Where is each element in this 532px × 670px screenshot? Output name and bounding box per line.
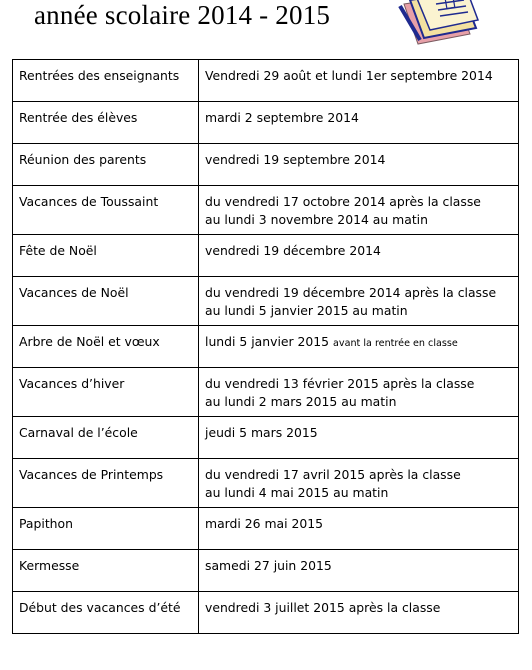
date-line: samedi 27 juin 2015 [205, 558, 332, 573]
table-row [13, 144, 519, 186]
event-date-cell [199, 459, 519, 508]
date-line: mardi 2 septembre 2014 [205, 110, 359, 125]
date-line: jeudi 5 mars 2015 [205, 425, 318, 440]
event-date-cell [199, 186, 519, 235]
date-line: vendredi 3 juillet 2015 après la classe [205, 600, 441, 615]
date-line: au lundi 2 mars 2015 au matin [205, 394, 397, 409]
date-line: vendredi 19 septembre 2014 [205, 152, 386, 167]
date-line: du vendredi 17 avril 2015 après la classe [205, 467, 461, 482]
event-name-cell: Vacances de Noël [13, 277, 199, 326]
table-row [13, 326, 519, 368]
table-row [13, 550, 519, 592]
date-line: au lundi 3 novembre 2014 au matin [205, 212, 428, 227]
table-row [13, 459, 519, 508]
table-row [13, 60, 519, 102]
table-row [13, 235, 519, 277]
event-name-cell: Fête de Noël [13, 235, 199, 277]
event-date-cell [199, 277, 519, 326]
date-line: du vendredi 13 février 2015 après la classe [205, 376, 475, 391]
event-name-cell: Rentrées des enseignants [13, 60, 199, 102]
date-line: au lundi 4 mai 2015 au matin [205, 485, 389, 500]
event-name-cell: Vacances d’hiver [13, 368, 199, 417]
table-row [13, 277, 519, 326]
event-name-cell: Vacances de Toussaint [13, 186, 199, 235]
event-name-cell: Papithon [13, 508, 199, 550]
date-note: avant la rentrée en classe [333, 338, 458, 349]
event-date-cell [199, 417, 519, 459]
table-row [13, 592, 519, 634]
date-line: du vendredi 19 décembre 2014 après la classe [205, 285, 497, 300]
page-title: année scolaire 2014 - 2015 [34, 0, 331, 30]
event-name-cell: Kermesse [13, 550, 199, 592]
table-row [13, 186, 519, 235]
table-row [13, 417, 519, 459]
date-line: mardi 26 mai 2015 [205, 516, 324, 531]
event-date-cell [199, 508, 519, 550]
table-row [13, 102, 519, 144]
event-date-cell [199, 326, 519, 368]
table-row [13, 368, 519, 417]
date-line-with-note [205, 333, 512, 353]
event-name-cell: Vacances de Printemps [13, 459, 199, 508]
event-name-cell: Rentrée des élèves [13, 102, 199, 144]
event-name-cell: Arbre de Noël et vœux [13, 326, 199, 368]
event-name-cell: Carnaval de l’école [13, 417, 199, 459]
event-date-cell [199, 550, 519, 592]
date-line: au lundi 5 janvier 2015 au matin [205, 303, 408, 318]
event-date-cell [199, 235, 519, 277]
calendar-notebook-icon [396, 0, 532, 52]
date-line: du vendredi 17 octobre 2014 après la classe [205, 194, 481, 209]
date-line: vendredi 19 décembre 2014 [205, 243, 381, 258]
event-date-cell [199, 592, 519, 634]
date-line: Vendredi 29 août et lundi 1er septembre 2014 [205, 68, 493, 83]
event-date-cell [199, 102, 519, 144]
event-date-cell [199, 368, 519, 417]
event-name-cell: Réunion des parents [13, 144, 199, 186]
date-line: lundi 5 janvier 2015 [205, 334, 330, 349]
table-row [13, 508, 519, 550]
event-date-cell [199, 144, 519, 186]
school-calendar-table [12, 59, 519, 634]
event-date-cell [199, 60, 519, 102]
event-name-cell: Début des vacances d’été [13, 592, 199, 634]
